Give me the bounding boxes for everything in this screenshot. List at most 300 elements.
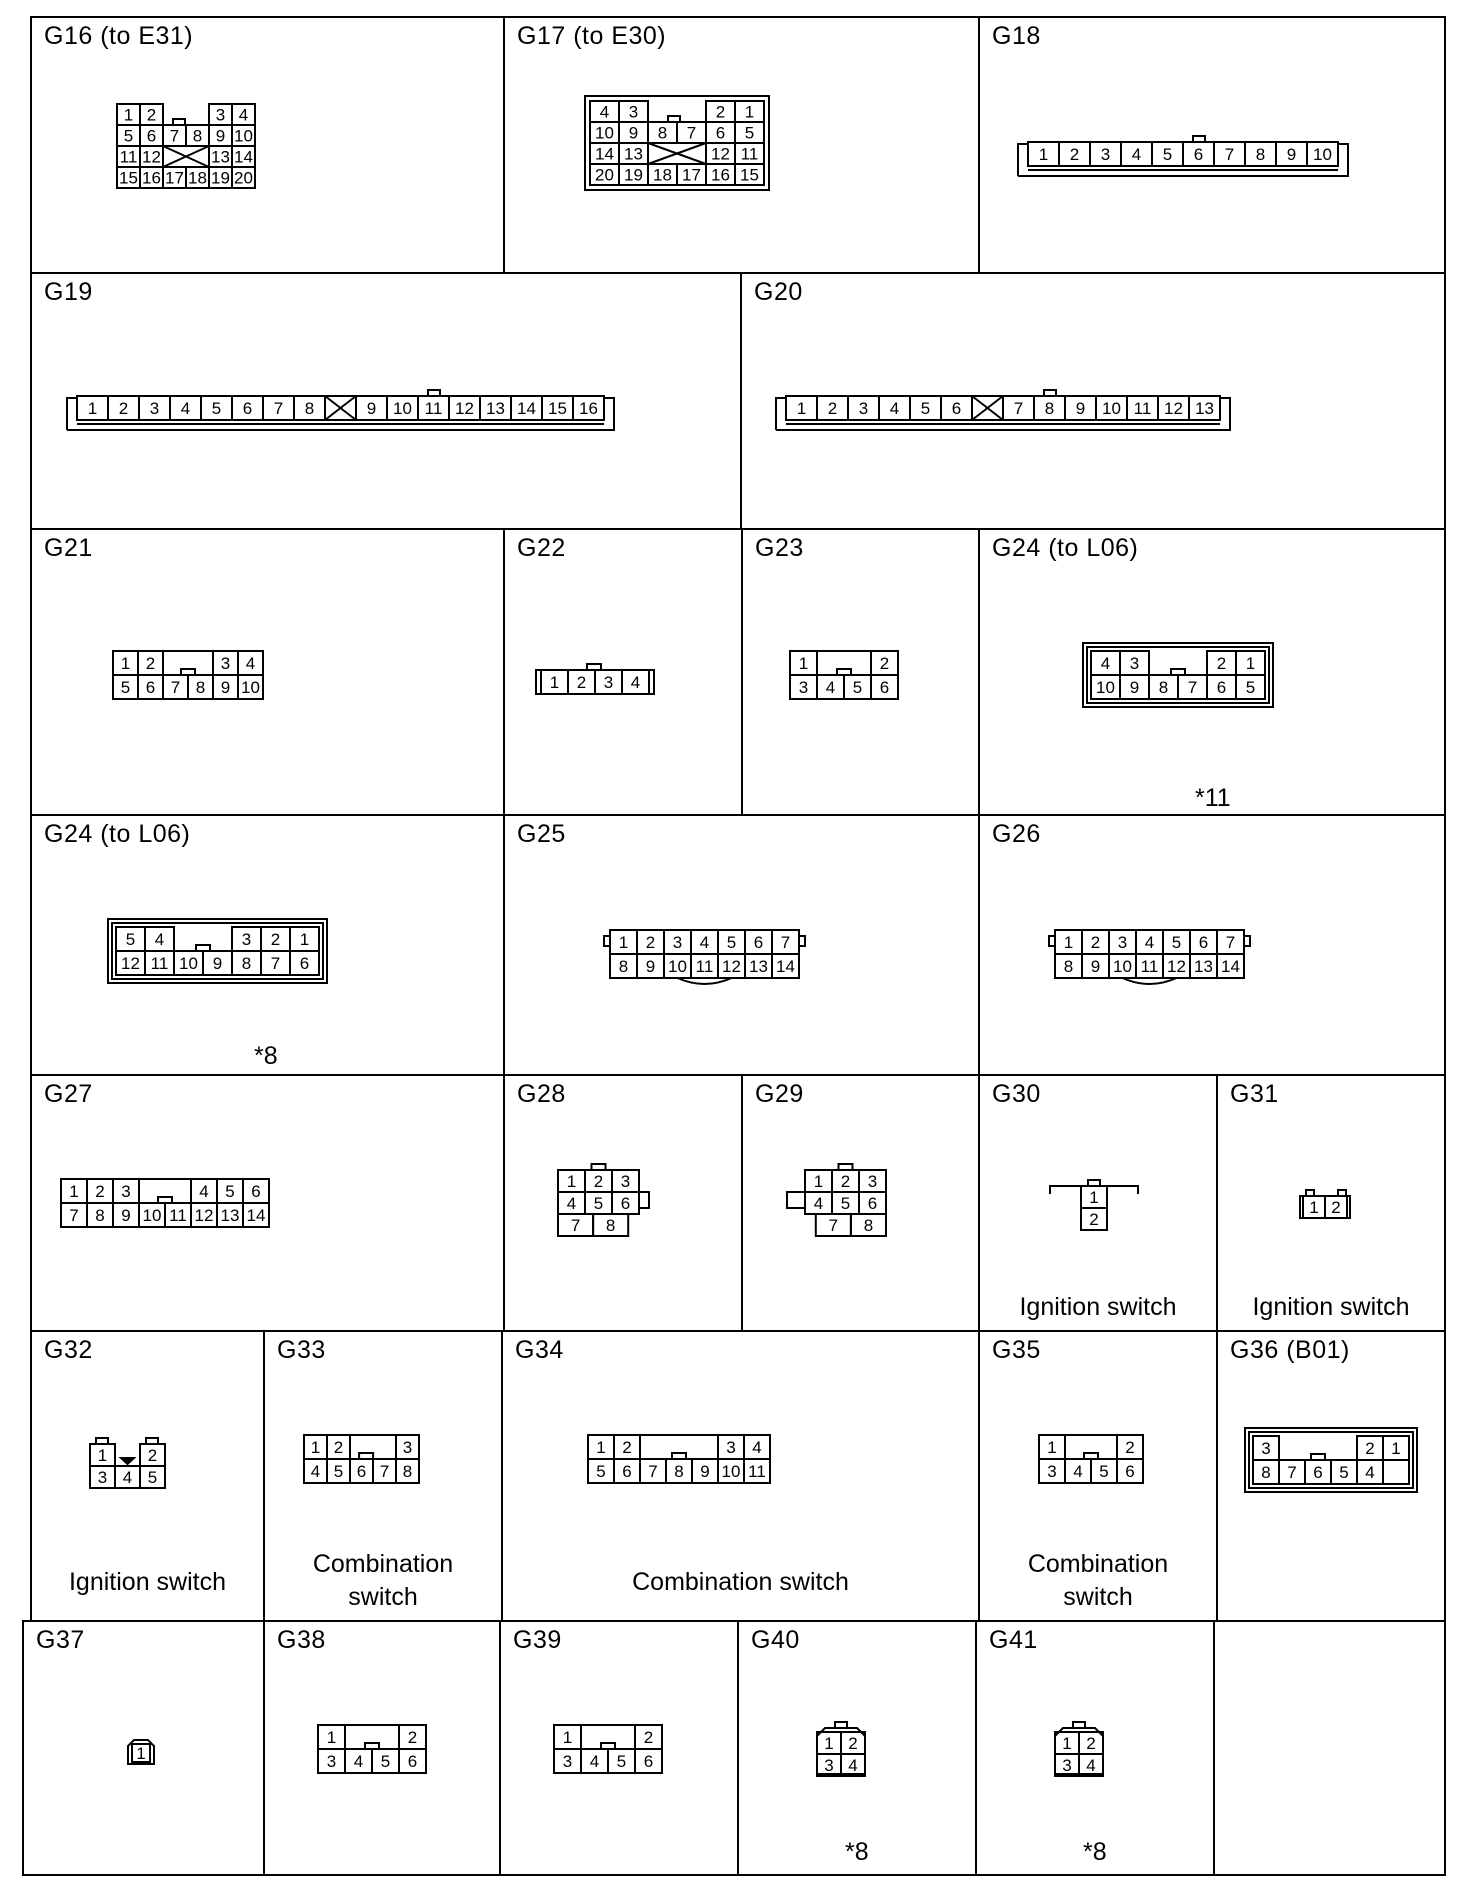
connector-g32-diagram	[87, 1432, 197, 1522]
pin-label: 8	[402, 1462, 413, 1481]
pin-label: 10	[668, 957, 687, 976]
connector-g29-diagram	[783, 1164, 923, 1274]
pin-label: 7	[686, 123, 697, 143]
pin-label: 2	[593, 1172, 604, 1191]
connector-title: G38	[277, 1626, 326, 1654]
pin-label: 4	[752, 1438, 762, 1457]
connector-caption: Combination switch	[1027, 1550, 1169, 1611]
pin-label: 10	[241, 678, 260, 697]
pin-label: 1	[123, 105, 134, 125]
pin-label: 5	[593, 1194, 604, 1213]
pin-label: 1	[1062, 1734, 1072, 1753]
pin-label: 14	[234, 147, 253, 167]
pin-label: 6	[867, 1194, 878, 1213]
pin-label: 11	[150, 954, 169, 973]
pin-label: 5	[1099, 1462, 1109, 1481]
pin-label: 1	[566, 1172, 577, 1191]
pin-label: 2	[645, 933, 656, 952]
pin-label: 4	[889, 399, 900, 418]
locking-tab	[835, 1722, 847, 1728]
pin-label: 8	[1255, 145, 1266, 164]
connector-g22-diagram	[533, 660, 673, 720]
pin-label: 14	[595, 144, 614, 164]
connector-g16-diagram	[114, 101, 314, 211]
pin-label: 3	[1047, 1462, 1057, 1481]
locking-tab	[181, 669, 195, 675]
pin-label: 1	[1309, 1198, 1319, 1217]
connector-caption: Ignition switch	[68, 1568, 227, 1596]
pin-label: 2	[848, 1734, 858, 1753]
pin-label: 1	[69, 1182, 79, 1201]
connector-g21-diagram	[110, 648, 350, 728]
pin-label: 8	[1261, 1463, 1271, 1482]
locking-tab	[365, 1743, 379, 1749]
pin-label: 2	[840, 1172, 851, 1191]
pin-label: 8	[95, 1206, 105, 1225]
connector-g38-diagram	[315, 1722, 455, 1802]
connector-cell-g24a	[978, 528, 1446, 816]
pin-label: 2	[576, 673, 587, 692]
pin-label: 6	[407, 1752, 418, 1771]
pin-label: 5	[123, 126, 134, 146]
pin-label: 2	[1069, 145, 1080, 164]
pin-label: 2	[715, 102, 726, 122]
pin-label: 1	[824, 1734, 834, 1753]
pin-label: 4	[1365, 1463, 1375, 1482]
pin-label: 2	[1086, 1734, 1096, 1753]
pin-label: 10	[1313, 145, 1332, 164]
pin-label: 3	[121, 1182, 131, 1201]
locking-tab	[1306, 1190, 1314, 1196]
pin-label: 1	[796, 399, 807, 418]
connector-cell-g39	[499, 1620, 739, 1876]
side-key	[639, 1192, 649, 1208]
pin-label: 16	[579, 399, 598, 418]
locking-tab	[173, 119, 185, 125]
pin-label: 10	[1096, 678, 1115, 697]
connector-title: G24 (to L06)	[44, 820, 191, 848]
connector-cell-g23	[741, 528, 980, 816]
pin-label: 5	[596, 1462, 606, 1481]
pin-label: 2	[407, 1728, 418, 1747]
locking-tab	[146, 1438, 158, 1444]
pin-label: 2	[147, 1446, 158, 1465]
pin-label: 4	[589, 1752, 600, 1771]
pin-label: 3	[672, 933, 683, 952]
connector-cell-g38	[263, 1620, 501, 1876]
pin-label: 7	[273, 399, 284, 418]
connector-g17-diagram	[585, 96, 805, 216]
pin-label: 8	[1044, 399, 1055, 418]
connector-title: G21	[44, 534, 93, 562]
connector-cell-g35	[978, 1330, 1218, 1622]
pin-label: 2	[643, 1728, 654, 1747]
pin-label: 7	[69, 1206, 79, 1225]
connector-g28-diagram	[555, 1164, 695, 1274]
pin-label: 1	[798, 654, 809, 673]
pin-label: 4	[199, 1182, 209, 1201]
connector-g24a-diagram	[1083, 643, 1303, 723]
pin-label: 9	[700, 1462, 710, 1481]
pin-label: 4	[238, 105, 249, 125]
footnote-marker: *8	[1083, 1838, 1107, 1866]
pin-label: 5	[852, 678, 863, 697]
connector-cell-g36	[1216, 1330, 1446, 1622]
connector-cell-g26	[978, 814, 1446, 1076]
connector-g25-diagram	[600, 922, 860, 1002]
pin-label: 2	[1365, 1439, 1375, 1458]
pin-label: 4	[848, 1756, 858, 1775]
pin-label: 13	[486, 399, 505, 418]
connector-g19-diagram	[59, 382, 659, 442]
pin-label: 6	[643, 1752, 654, 1771]
locking-tab	[587, 664, 601, 670]
connector-g18-diagram	[1010, 128, 1370, 188]
pin-label: 5	[211, 399, 222, 418]
locking-tab	[196, 945, 210, 951]
pin-label: 3	[562, 1752, 573, 1771]
pin-label: 7	[169, 126, 180, 146]
connector-caption: Combination switch	[312, 1550, 454, 1611]
pin-label: 13	[749, 957, 768, 976]
pin-label: 5	[125, 930, 136, 949]
pin-label: 5	[616, 1752, 627, 1771]
connector-cell-g41	[975, 1620, 1215, 1876]
locking-tab	[601, 1743, 615, 1749]
connector-caption: Ignition switch	[1252, 1293, 1410, 1321]
locking-tab	[1073, 1722, 1085, 1728]
pin-label: 16	[711, 165, 730, 185]
footnote-marker: *11	[1195, 784, 1231, 812]
pin-label: 12	[455, 399, 474, 418]
pin-label: 7	[270, 954, 281, 973]
pin-label: 4	[122, 1468, 133, 1487]
pin-label: 9	[366, 399, 377, 418]
pin-label: 4	[1131, 145, 1142, 164]
pin-label: 20	[595, 165, 614, 185]
locking-tab	[1084, 1453, 1098, 1459]
pin-label: 14	[246, 1206, 266, 1225]
pin-label: 7	[570, 1216, 581, 1235]
pin-label: 13	[624, 144, 643, 164]
key-mark	[121, 1458, 134, 1464]
side-latch	[1244, 936, 1250, 946]
pin-label: 7	[780, 933, 791, 952]
pin-label: 8	[1063, 957, 1074, 976]
pin-label: 3	[220, 654, 231, 673]
pin-label: 6	[879, 678, 890, 697]
empty-cell	[1213, 1620, 1446, 1876]
pin-label: 5	[744, 123, 755, 143]
pin-label: 2	[118, 399, 129, 418]
pin-label: 7	[379, 1462, 390, 1481]
pin-label: 5	[380, 1752, 391, 1771]
pin-label: 4	[154, 930, 165, 949]
pin-label: 2	[827, 399, 838, 418]
pin-label: 9	[1286, 145, 1297, 164]
pin-label: 3	[1129, 654, 1140, 673]
pin-label: 2	[1216, 654, 1227, 673]
pin-label: 19	[211, 168, 230, 188]
pin-label: 11	[119, 147, 138, 167]
connector-cell-g24b	[30, 814, 505, 1076]
connector-cell-g31	[1216, 1074, 1446, 1332]
pin-label: 6	[251, 1182, 261, 1201]
pin-label: 10	[179, 954, 198, 973]
connector-g39-diagram	[551, 1722, 691, 1802]
side-latch	[1049, 936, 1055, 946]
pin-label: 19	[624, 165, 643, 185]
connector-g36-diagram	[1245, 1428, 1435, 1508]
pin-label: 12	[1167, 957, 1186, 976]
connector-title: G18	[992, 22, 1041, 50]
locking-tab	[359, 1453, 373, 1459]
pin-label: 3	[402, 1438, 413, 1457]
connector-g35-diagram	[1036, 1432, 1176, 1512]
connector-cell-g30	[978, 1074, 1218, 1332]
pin-label: 3	[149, 399, 160, 418]
pin-label: 1	[549, 673, 560, 692]
pin-label: 6	[242, 399, 253, 418]
pin-label: 3	[824, 1756, 834, 1775]
pin-label: 4	[353, 1752, 364, 1771]
pin-label: 7	[1187, 678, 1198, 697]
connector-title: G26	[992, 820, 1041, 848]
pin-label: 14	[776, 957, 795, 976]
connector-title: G16 (to E31)	[44, 22, 194, 50]
connector-title: G34	[515, 1336, 564, 1364]
pin-label: 8	[618, 957, 629, 976]
connector-title: G23	[755, 534, 804, 562]
pin-label: 11	[740, 144, 759, 164]
pin-label: 3	[858, 399, 869, 418]
connector-title: G39	[513, 1626, 562, 1654]
pin-label: 2	[333, 1438, 344, 1457]
pin-label: 1	[744, 102, 755, 122]
pin-label: 15	[740, 165, 759, 185]
pin-label: 5	[120, 678, 131, 697]
pin-label: 13	[1195, 399, 1214, 418]
pin-label: 6	[620, 1194, 631, 1213]
pin-label: 12	[121, 954, 140, 973]
pin-label: 3	[603, 673, 614, 692]
side-key	[787, 1192, 805, 1208]
pin-label: 1	[618, 933, 629, 952]
connector-g34-diagram	[585, 1432, 825, 1512]
pin-label: 12	[142, 147, 161, 167]
pin-label: 1	[120, 654, 131, 673]
pin-label: 2	[95, 1182, 105, 1201]
pin-label: 8	[674, 1462, 684, 1481]
pin-label: 15	[119, 168, 138, 188]
connector-g24b-diagram	[108, 919, 368, 999]
pin-label: 7	[1224, 145, 1235, 164]
pin-label: 3	[241, 930, 252, 949]
pin-label: 11	[1140, 957, 1159, 976]
connector-title: G30	[992, 1080, 1041, 1108]
pin-label: 3	[215, 105, 226, 125]
pin-label: 3	[726, 1438, 736, 1457]
pin-label: 4	[813, 1194, 824, 1213]
pin-label: 10	[1102, 399, 1121, 418]
pin-label: 3	[1062, 1756, 1072, 1775]
connector-title: G17 (to E30)	[517, 22, 667, 50]
pin-label: 5	[726, 933, 737, 952]
pin-label: 12	[722, 957, 741, 976]
side-latch	[604, 936, 610, 946]
pin-label: 1	[310, 1438, 321, 1457]
pin-label: 10	[595, 123, 614, 143]
pin-label: 1	[97, 1446, 108, 1465]
locking-tab	[1171, 669, 1185, 675]
pin-label: 1	[562, 1728, 573, 1747]
pin-label: 4	[566, 1194, 577, 1213]
connector-cell-g22	[503, 528, 743, 816]
pin-label: 1	[136, 1744, 146, 1763]
pin-label: 5	[1245, 678, 1256, 697]
connector-g20-diagram	[768, 382, 1268, 442]
pin-label: 11	[169, 1206, 187, 1225]
pin-label: 2	[145, 654, 156, 673]
pin-label: 16	[142, 168, 161, 188]
connector-title: G19	[44, 278, 93, 306]
pin-label: 4	[599, 102, 610, 122]
pin-label: 9	[1090, 957, 1101, 976]
pin-label: 10	[142, 1206, 162, 1225]
connector-cell-g21	[30, 528, 505, 816]
connector-cell-g29	[741, 1074, 980, 1332]
pin-label: 3	[867, 1172, 878, 1191]
connector-caption: Ignition switch	[1019, 1293, 1177, 1321]
pin-cell	[1383, 1460, 1409, 1484]
pin-label: 2	[1331, 1198, 1341, 1217]
connector-title: G27	[44, 1080, 93, 1108]
connector-title: G41	[989, 1626, 1038, 1654]
pin-label: 14	[517, 399, 536, 418]
pin-label: 3	[1261, 1439, 1271, 1458]
locking-tab	[1338, 1190, 1346, 1196]
pin-label: 1	[326, 1728, 337, 1747]
locking-tab	[1311, 1454, 1325, 1460]
pin-label: 11	[695, 957, 714, 976]
pin-label: 18	[653, 165, 672, 185]
connector-title: G32	[44, 1336, 93, 1364]
connector-g40-diagram	[811, 1718, 901, 1798]
connector-title: G25	[517, 820, 566, 848]
pin-label: 8	[1158, 678, 1169, 697]
pin-label: 4	[825, 678, 836, 697]
connector-caption: Combination switch	[632, 1568, 849, 1596]
pin-label: 9	[1075, 399, 1086, 418]
connector-title: G20	[754, 278, 803, 306]
connector-cell-g20	[740, 272, 1446, 530]
locking-tab	[839, 1164, 853, 1170]
pin-label: 10	[721, 1462, 741, 1481]
pin-label: 1	[87, 399, 98, 418]
pin-label: 6	[753, 933, 764, 952]
pin-label: 4	[1073, 1462, 1083, 1481]
pin-label: 3	[620, 1172, 631, 1191]
pin-label: 2	[270, 930, 281, 949]
pin-label: 8	[863, 1216, 874, 1235]
connector-cell-g27	[30, 1074, 505, 1332]
connector-title: G31	[1230, 1080, 1279, 1108]
connector-title: G37	[36, 1626, 85, 1654]
pin-label: 17	[682, 165, 701, 185]
pin-label: 12	[1164, 399, 1183, 418]
connector-title: G28	[517, 1080, 566, 1108]
pin-label: 6	[1193, 145, 1204, 164]
pin-label: 1	[1038, 145, 1049, 164]
pin-label: 1	[813, 1172, 824, 1191]
pin-label: 10	[393, 399, 412, 418]
pin-label: 4	[1144, 933, 1155, 952]
pin-label: 4	[310, 1462, 321, 1481]
locking-tab	[158, 1197, 172, 1203]
pin-label: 1	[1245, 654, 1256, 673]
locking-tab	[428, 390, 440, 396]
connector-g23-diagram	[787, 648, 927, 728]
locking-tab	[1193, 136, 1205, 142]
pin-label: 1	[299, 930, 310, 949]
pin-label: 6	[622, 1462, 632, 1481]
pin-label: 8	[605, 1216, 616, 1235]
pin-label: 9	[1129, 678, 1140, 697]
pin-label: 3	[798, 678, 809, 697]
pin-label: 9	[215, 126, 226, 146]
connector-cell-g18	[978, 16, 1446, 274]
pin-label: 2	[1125, 1438, 1135, 1457]
pin-label: 20	[234, 168, 253, 188]
pin-label: 7	[1225, 933, 1236, 952]
pin-label: 2	[1090, 933, 1101, 952]
pin-label: 4	[245, 654, 256, 673]
connector-g41-diagram	[1049, 1718, 1139, 1798]
pin-label: 9	[628, 123, 639, 143]
pin-label: 6	[146, 126, 157, 146]
pin-label: 6	[1216, 678, 1227, 697]
pin-label: 1	[1391, 1439, 1401, 1458]
footnote-marker: *8	[845, 1838, 869, 1866]
pin-label: 11	[748, 1462, 766, 1481]
pin-label: 14	[1221, 957, 1240, 976]
pin-label: 7	[828, 1216, 839, 1235]
pin-label: 11	[424, 399, 443, 418]
pin-label: 2	[1089, 1210, 1099, 1229]
connector-g37-diagram	[122, 1732, 182, 1782]
connector-title: G36 (B01)	[1230, 1336, 1350, 1364]
pin-label: 9	[121, 1206, 131, 1225]
locking-tab	[668, 116, 680, 122]
locking-tab	[1088, 1180, 1100, 1186]
connector-title: G33	[277, 1336, 326, 1364]
pin-label: 5	[1171, 933, 1182, 952]
connector-g30-diagram	[1050, 1174, 1150, 1274]
pin-label: 3	[326, 1752, 337, 1771]
connector-g33-diagram	[301, 1432, 481, 1512]
pin-label: 8	[304, 399, 315, 418]
pin-label: 8	[657, 123, 668, 143]
side-latch	[799, 936, 805, 946]
locking-tab	[837, 669, 851, 675]
connector-cell-g40	[737, 1620, 977, 1876]
pin-label: 17	[165, 168, 184, 188]
pin-label: 13	[220, 1206, 240, 1225]
pin-label: 2	[879, 654, 890, 673]
connector-title: G24 (to L06)	[992, 534, 1139, 562]
pin-label: 8	[241, 954, 252, 973]
pin-label: 6	[145, 678, 156, 697]
